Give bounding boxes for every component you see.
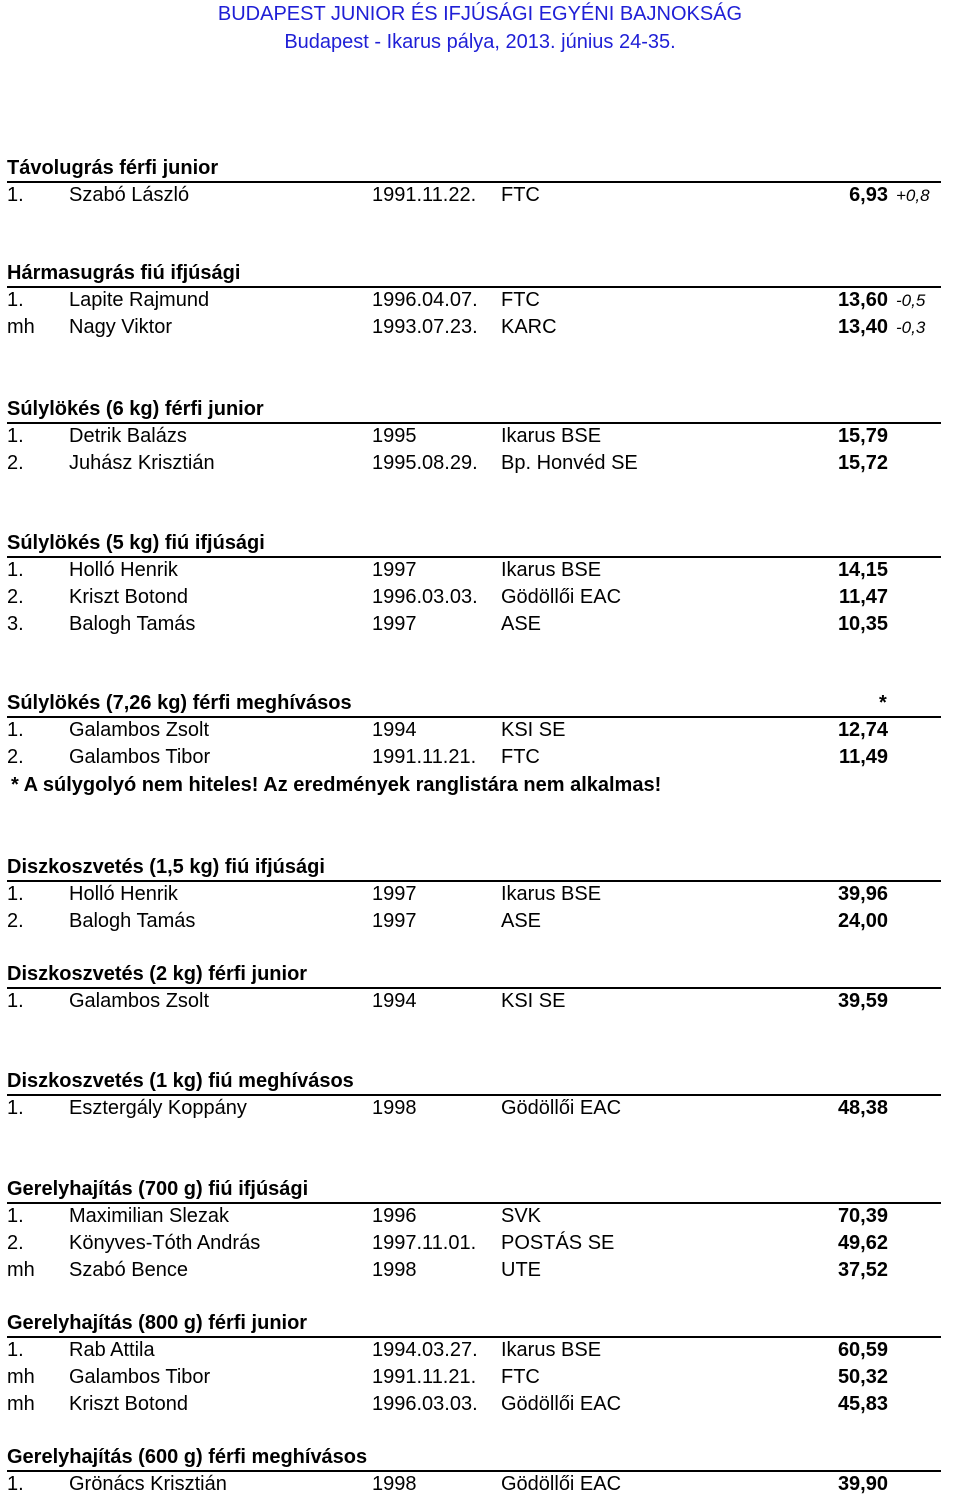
wind-value: -0,5 [896, 291, 926, 310]
result-value: 50,32 [837, 1366, 888, 1388]
event-title: Súlylökés (6 kg) férfi junior [7, 398, 264, 420]
club-name: POSTÁS SE [501, 1232, 615, 1254]
club-name: Gödöllői EAC [501, 1097, 622, 1119]
result-value: 39,96 [837, 883, 888, 905]
place-cell: 2. [7, 910, 24, 932]
place-cell: 1. [7, 990, 24, 1012]
result-row [0, 717, 960, 744]
event-title: Gerelyhajítás (800 g) férfi junior [7, 1312, 308, 1334]
birth-date: 1994 [372, 990, 417, 1012]
birth-date: 1997.11.01. [372, 1232, 477, 1254]
club-name: KSI SE [501, 719, 566, 741]
result-value: 12,74 [837, 719, 888, 741]
athlete-name: Holló Henrik [69, 883, 178, 905]
result-value: 10,35 [837, 613, 888, 635]
birth-date: 1996.04.07. [372, 289, 478, 311]
birth-date: 1995 [372, 425, 417, 447]
result-row [0, 287, 960, 314]
club-name: FTC [501, 289, 540, 311]
result-row [0, 1471, 960, 1498]
birth-date: 1997 [372, 910, 417, 932]
athlete-name: Juhász Krisztián [69, 452, 215, 474]
result-row [0, 881, 960, 908]
result-value: 37,52 [837, 1259, 888, 1281]
place-cell: 3. [7, 613, 24, 635]
result-value: 39,90 [837, 1473, 888, 1495]
result-row [0, 1230, 960, 1257]
athlete-name: Nagy Viktor [69, 316, 173, 338]
club-name: SVK [501, 1205, 542, 1227]
birth-date: 1991.11.21. [372, 1366, 477, 1388]
club-name: UTE [501, 1259, 541, 1281]
athlete-name: Balogh Tamás [69, 910, 196, 932]
result-row [0, 450, 960, 477]
athlete-name: Lapite Rajmund [69, 289, 210, 311]
athlete-name: Szabó László [69, 184, 190, 206]
athlete-name: Detrik Balázs [69, 425, 187, 447]
club-name: Gödöllői EAC [501, 1393, 622, 1415]
birth-date: 1997 [372, 559, 417, 581]
birth-date: 1997 [372, 613, 417, 635]
event-title: Diszkoszvetés (2 kg) férfi junior [7, 963, 308, 985]
result-value: 49,62 [837, 1232, 888, 1254]
result-value: 14,15 [837, 559, 888, 581]
athlete-name: Kriszt Botond [69, 1393, 188, 1415]
birth-date: 1991.11.22. [372, 184, 477, 206]
event-title: Diszkoszvetés (1,5 kg) fiú ifjúsági [7, 856, 325, 878]
result-row [0, 1095, 960, 1122]
birth-date: 1994.03.27. [372, 1339, 478, 1361]
place-cell: 1. [7, 1205, 24, 1227]
birth-date: 1995.08.29. [372, 452, 478, 474]
result-value: 45,83 [837, 1393, 888, 1415]
athlete-name: Holló Henrik [69, 559, 178, 581]
result-row [0, 988, 960, 1015]
club-name: Ikarus BSE [501, 883, 602, 905]
club-name: ASE [501, 613, 542, 635]
club-name: Ikarus BSE [501, 425, 602, 447]
athlete-name: Galambos Tibor [69, 746, 211, 768]
result-row [0, 1364, 960, 1391]
result-row [0, 1391, 960, 1418]
result-value: 11,49 [839, 746, 888, 768]
wind-value: +0,8 [896, 186, 930, 205]
footnote: * A súlygolyó nem hiteles! Az eredmények ranglistára nem alkalmas! [11, 774, 662, 796]
event-title: Hármasugrás fiú ifjúsági [7, 262, 241, 284]
athlete-name: Balogh Tamás [69, 613, 196, 635]
result-value: 15,72 [837, 452, 888, 474]
result-row [0, 423, 960, 450]
birth-date: 1998 [372, 1473, 417, 1495]
place-cell: 1. [7, 559, 24, 581]
birth-date: 1998 [372, 1097, 417, 1119]
place-cell: 1. [7, 425, 24, 447]
event-title: Súlylökés (5 kg) fiú ifjúsági [7, 532, 265, 554]
result-value: 70,39 [837, 1205, 888, 1227]
club-name: FTC [501, 746, 540, 768]
athlete-name: Szabó Bence [69, 1259, 188, 1281]
event-title: Súlylökés (7,26 kg) férfi meghívásos [7, 692, 352, 714]
place-cell: mh [7, 1366, 35, 1388]
birth-date: 1996.03.03. [372, 586, 478, 608]
athlete-name: Kriszt Botond [69, 586, 188, 608]
athlete-name: Galambos Zsolt [69, 990, 210, 1012]
result-value: 6,93 [849, 184, 888, 206]
club-name: Gödöllői EAC [501, 586, 622, 608]
result-row [0, 611, 960, 638]
club-name: Ikarus BSE [501, 559, 602, 581]
place-cell: 2. [7, 746, 24, 768]
birth-date: 1997 [372, 883, 417, 905]
athlete-name: Maximilian Slezak [69, 1205, 230, 1227]
result-row [0, 1257, 960, 1284]
place-cell: 1. [7, 289, 24, 311]
athlete-name: Esztergály Koppány [69, 1097, 247, 1119]
place-cell: 1. [7, 1097, 24, 1119]
place-cell: 2. [7, 1232, 24, 1254]
page-title: BUDAPEST JUNIOR ÉS IFJÚSÁGI EGYÉNI BAJNOKSÁG [217, 3, 743, 25]
club-name: Gödöllői EAC [501, 1473, 622, 1495]
place-cell: mh [7, 316, 35, 338]
birth-date: 1998 [372, 1259, 417, 1281]
place-cell: 2. [7, 586, 24, 608]
result-row [0, 584, 960, 611]
footnote-marker: * [879, 692, 887, 714]
club-name: Bp. Honvéd SE [501, 452, 638, 474]
result-value: 24,00 [837, 910, 888, 932]
club-name: ASE [501, 910, 542, 932]
club-name: KSI SE [501, 990, 566, 1012]
page-subtitle: Budapest - Ikarus pálya, 2013. június 24-35. [284, 31, 676, 53]
result-value: 11,47 [839, 586, 888, 608]
athlete-name: Galambos Tibor [69, 1366, 211, 1388]
athlete-name: Galambos Zsolt [69, 719, 210, 741]
wind-value: -0,3 [896, 318, 926, 337]
athlete-name: Rab Attila [69, 1339, 155, 1361]
event-title: Diszkoszvetés (1 kg) fiú meghívásos [7, 1070, 354, 1092]
club-name: Ikarus BSE [501, 1339, 602, 1361]
place-cell: 1. [7, 184, 24, 206]
place-cell: 2. [7, 452, 24, 474]
result-row [0, 182, 960, 209]
result-row [0, 557, 960, 584]
result-value: 39,59 [837, 990, 888, 1012]
birth-date: 1993.07.23. [372, 316, 478, 338]
result-row [0, 744, 960, 771]
club-name: FTC [501, 184, 540, 206]
event-title: Távolugrás férfi junior [7, 157, 219, 179]
result-row [0, 908, 960, 935]
birth-date: 1996.03.03. [372, 1393, 478, 1415]
birth-date: 1996 [372, 1205, 417, 1227]
place-cell: 1. [7, 883, 24, 905]
birth-date: 1994 [372, 719, 417, 741]
result-value: 60,59 [837, 1339, 888, 1361]
place-cell: 1. [7, 1473, 24, 1495]
result-value: 13,40 [837, 316, 888, 338]
result-value: 15,79 [837, 425, 888, 447]
place-cell: 1. [7, 1339, 24, 1361]
place-cell: 1. [7, 719, 24, 741]
athlete-name: Könyves-Tóth András [69, 1232, 261, 1254]
event-title: Gerelyhajítás (700 g) fiú ifjúsági [7, 1178, 309, 1200]
birth-date: 1991.11.21. [372, 746, 477, 768]
result-row [0, 1203, 960, 1230]
result-value: 48,38 [837, 1097, 888, 1119]
result-row [0, 314, 960, 341]
club-name: FTC [501, 1366, 540, 1388]
result-row [0, 1337, 960, 1364]
club-name: KARC [501, 316, 557, 338]
result-value: 13,60 [837, 289, 888, 311]
place-cell: mh [7, 1393, 35, 1415]
event-title: Gerelyhajítás (600 g) férfi meghívásos [7, 1446, 368, 1468]
athlete-name: Grönács Krisztián [69, 1473, 227, 1495]
place-cell: mh [7, 1259, 35, 1281]
